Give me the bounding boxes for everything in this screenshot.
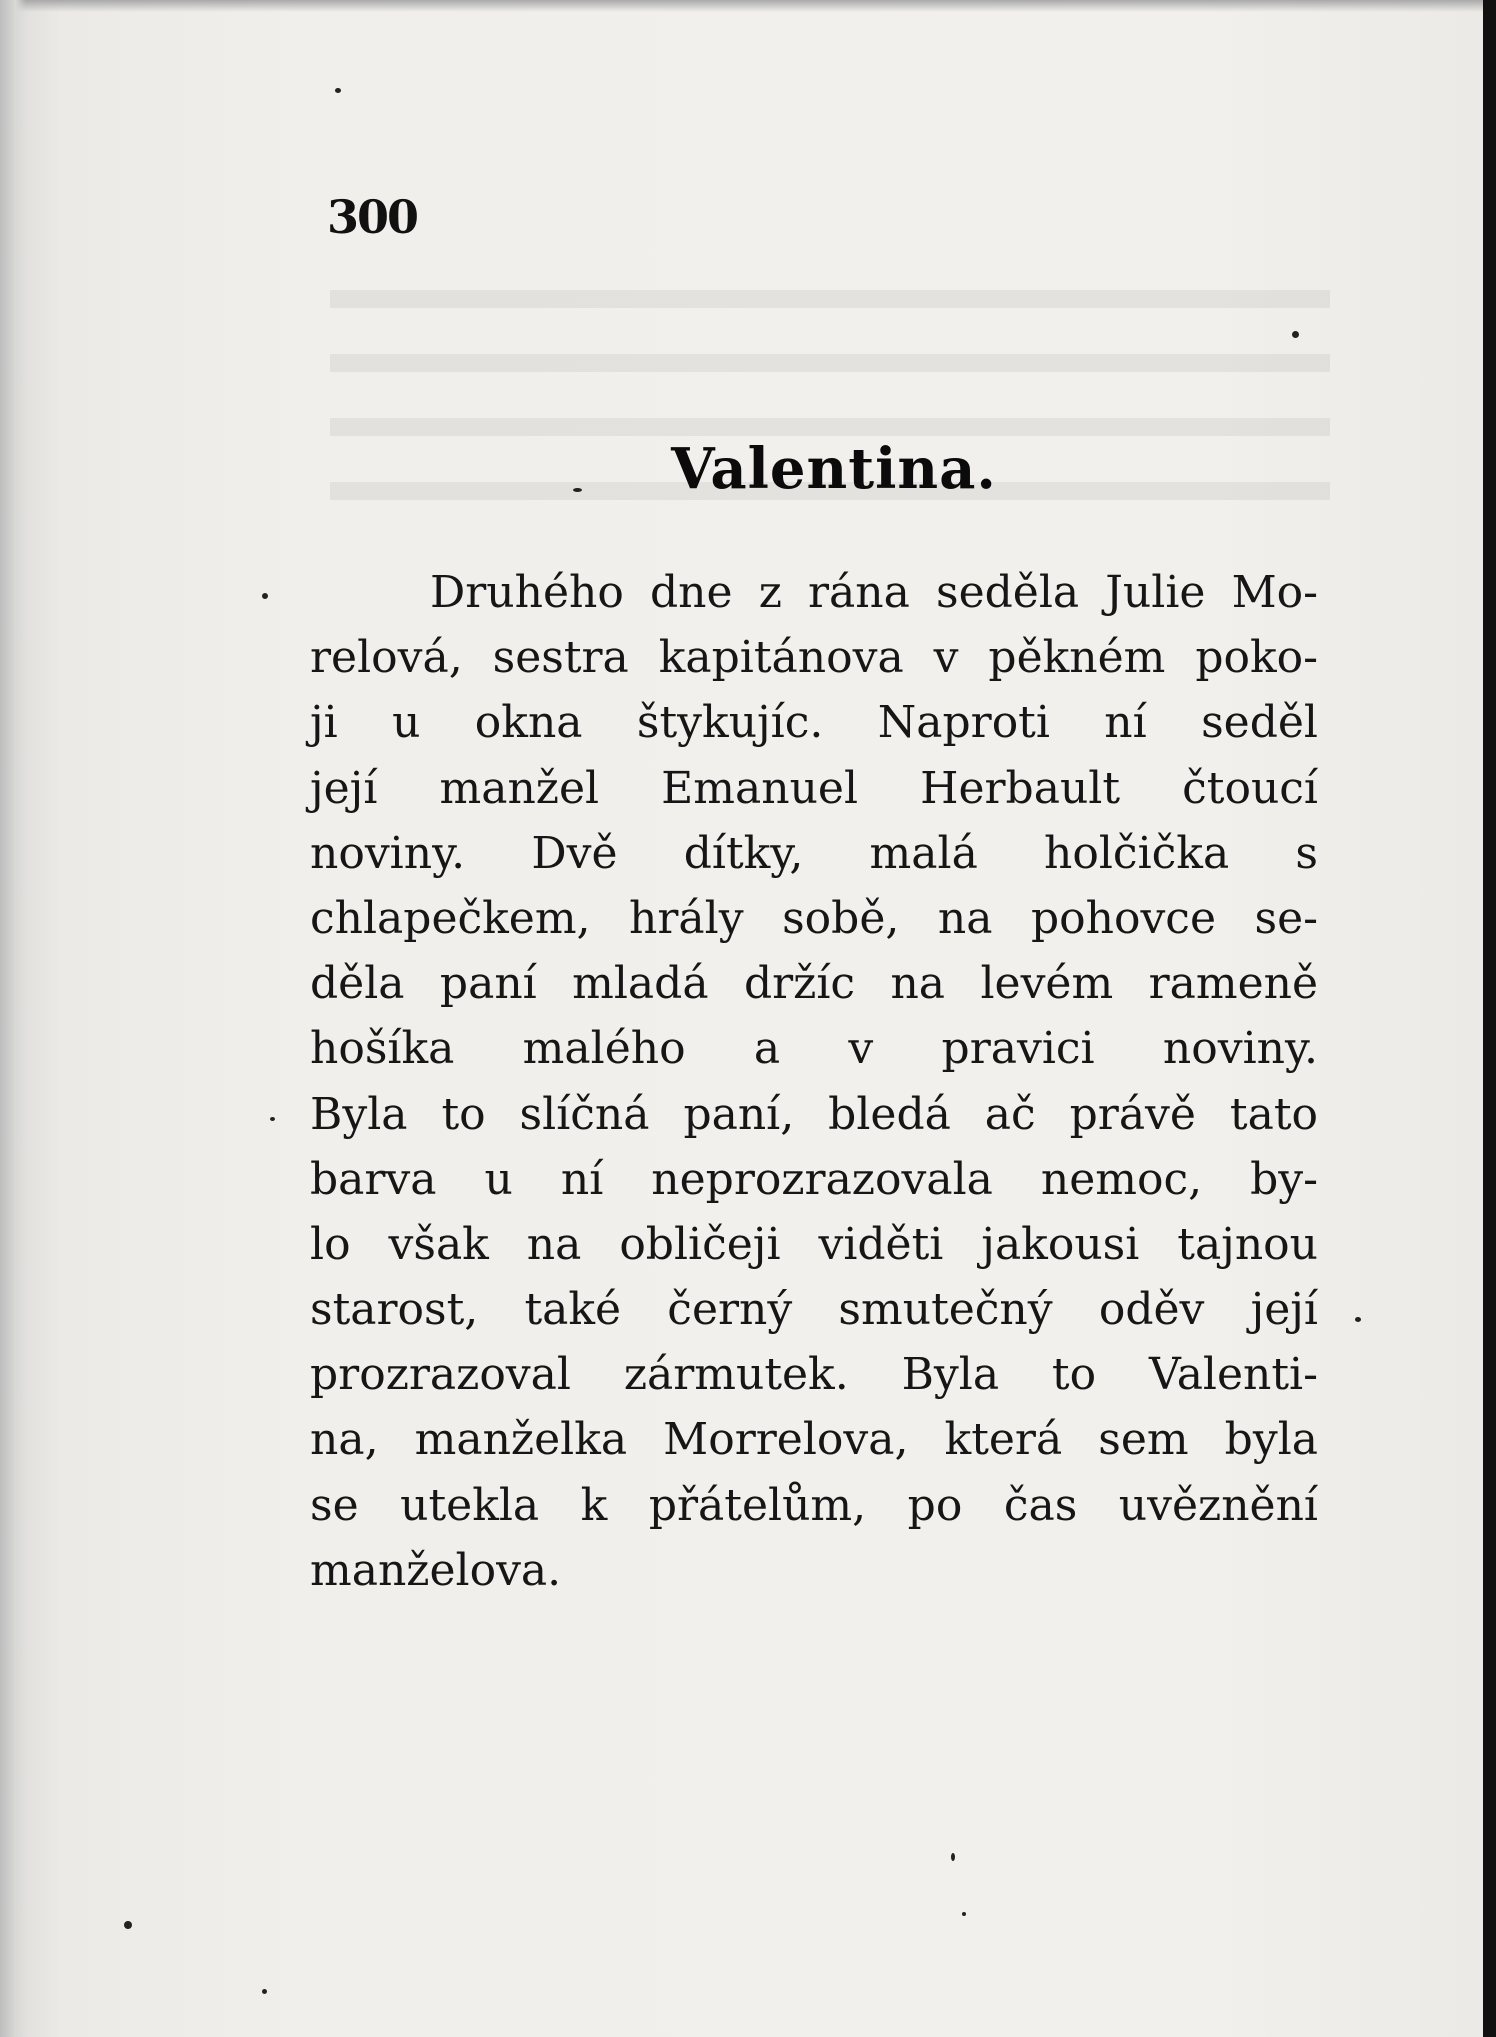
text-line: její manžel Emanuel Herbault čtoucí bbox=[310, 762, 1318, 814]
text-line: relová, sestra kapitánova v pěkném poko- bbox=[310, 632, 1318, 684]
scan-border-right bbox=[1483, 0, 1496, 2037]
chapter-title: Valentina. bbox=[671, 436, 997, 502]
scan-speck bbox=[270, 1117, 275, 1121]
text-line: se utekla k přátelům, po čas uvěznění bbox=[310, 1479, 1318, 1531]
scan-speck bbox=[262, 593, 268, 599]
scan-speck bbox=[962, 1912, 966, 1916]
text-line: Byla to slíčná paní, bledá ač právě tato bbox=[310, 1088, 1318, 1140]
text-line: manželova. bbox=[310, 1544, 562, 1596]
page-top-edge bbox=[0, 0, 1483, 12]
text-line: barva u ní neprozrazovala nemoc, by- bbox=[310, 1153, 1318, 1205]
page-left-edge bbox=[0, 0, 26, 2037]
scan-speck bbox=[951, 1853, 955, 1861]
scan-speck bbox=[1355, 1317, 1361, 1322]
scan-speck bbox=[124, 1921, 132, 1929]
text-line: ji u okna štykujíc. Naproti ní seděl bbox=[310, 697, 1318, 749]
text-line: noviny. Dvě dítky, malá holčička s bbox=[310, 827, 1318, 879]
text-line: děla paní mladá držíc na levém rameně bbox=[310, 958, 1318, 1010]
text-line: starost, také černý smutečný oděv její bbox=[310, 1284, 1318, 1336]
text-line: chlapečkem, hrály sobě, na pohovce se- bbox=[310, 892, 1318, 944]
page-number: 300 bbox=[327, 190, 418, 244]
show-through-texture bbox=[330, 290, 1330, 540]
text-line: prozrazoval zármutek. Byla to Valenti- bbox=[310, 1349, 1318, 1401]
scan-speck bbox=[262, 1989, 267, 1994]
text-line: na, manželka Morrelova, která sem byla bbox=[310, 1414, 1318, 1466]
scan-speck bbox=[1292, 331, 1299, 338]
text-line: Druhého dne z rána seděla Julie Mo- bbox=[430, 567, 1318, 618]
text-line: lo však na obličeji viděti jakousi tajnou bbox=[310, 1218, 1318, 1270]
scan-speck bbox=[573, 488, 582, 492]
text-line: hošíka malého a v pravici noviny. bbox=[310, 1023, 1318, 1075]
body-paragraph bbox=[310, 560, 1318, 1603]
scan-speck bbox=[335, 88, 341, 93]
